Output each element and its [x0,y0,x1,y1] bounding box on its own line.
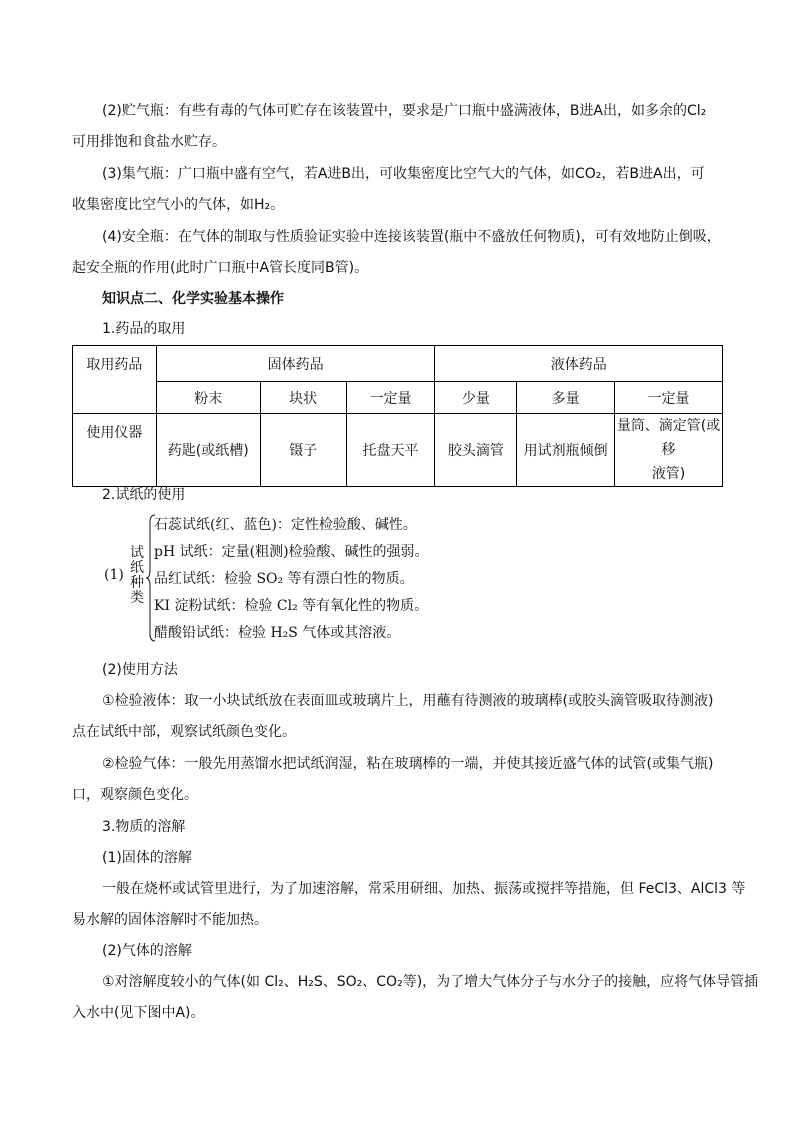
section-title: 知识点二、化学实验基本操作 [102,291,284,307]
gas-test-line2: 口，观察颜色变化。 [72,787,198,803]
test-paper-item: 醋酸铅试纸：检验 H₂S 气体或其溶液。 [154,625,401,641]
table-cell: 镊子 [260,414,346,487]
table-row [73,382,723,414]
gas-dissolve-line2: 入水中(见下图中A)。 [72,1005,205,1021]
storage-bottle-line2: 可用排饱和食盐水贮存。 [72,134,226,150]
gas-dissolve-line1: ①对溶解度较小的气体(如 Cl₂、H₂S、SO₂、CO₂等)，为了增大气体分子与水分子的接触，应将气体导管插 [102,974,759,990]
liquid-test-line2: 点在试纸中部，观察试纸颜色变化。 [72,724,296,740]
storage-bottle-line1: (2)贮气瓶：有些有毒的气体可贮存在该装置中，要求是广口瓶中盛满液体，B进A出，如多余的Cl₂ [102,103,707,119]
table-cell [615,414,723,487]
table-cell-line: 液管) [651,466,686,482]
table-cell: 粉末 [156,382,260,414]
solid-dissolve-line2: 易水解的固体溶解时不能加热。 [72,912,268,928]
table-cell: 使用仪器 [73,414,157,487]
solid-dissolve-title: (1)固体的溶解 [102,850,192,866]
table-row [73,346,723,382]
vertical-char: 试 [130,545,144,561]
item-number: (1) [104,567,124,583]
table-cell-line: 量筒、滴定管(或移 [616,418,721,458]
subsection-title-3: 3.物质的溶解 [102,819,186,835]
test-paper-item: 品红试纸：检验 SO₂ 等有漂白性的物质。 [154,571,414,587]
usage-title: (2)使用方法 [102,662,178,678]
liquid-test-line1: ①检验液体：取一小块试纸放在表面皿或玻璃片上，用蘸有待测液的玻璃棒(或胶头滴管吸取待测液) [102,693,714,709]
gas-dissolve-title: (2)气体的溶解 [102,943,192,959]
table-cell: 固体药品 [156,346,435,382]
safety-bottle-line1: (4)安全瓶：在气体的制取与性质验证实验中连接该装置(瓶中不盛放任何物质)，可有效地防止倒吸， [102,229,721,245]
gas-test-line1: ②检验气体：一般先用蒸馏水把试纸润湿，粘在玻璃棒的一端，并使其接近盛气体的试管(或集气瓶) [102,756,714,772]
vertical-label [130,546,144,606]
table-cell: 取用药品 [73,346,157,414]
safety-bottle-line2: 起安全瓶的作用(此时广口瓶中A管长度同B管)。 [72,260,369,276]
table-cell: 一定量 [346,382,435,414]
table-cell: 多量 [517,382,615,414]
subsection-title-2: 2.试纸的使用 [102,487,186,503]
test-paper-item: KI 淀粉试纸：检验 Cl₂ 等有氧化性的物质。 [154,598,429,614]
gas-collect-line2: 收集密度比空气小的气体，如H₂。 [72,197,285,213]
table-cell: 托盘天平 [346,414,435,487]
table-cell: 块状 [260,382,346,414]
gas-collect-line1: (3)集气瓶：广口瓶中盛有空气，若A进B出，可收集密度比空气大的气体，如CO₂，若B进A出，可 [102,166,705,182]
vertical-char: 种 [130,575,144,591]
test-paper-item: 石蕊试纸(红、蓝色)：定性检验酸、碱性。 [154,517,417,533]
subsection-title-1: 1.药品的取用 [102,321,186,337]
solid-dissolve-line1: 一般在烧杯或试管里进行，为了加速溶解，常采用研细、加热、振荡或搅拌等措施，但 FeCl3、AlCl3 等 [102,881,746,897]
test-paper-item: pH 试纸：定量(粗测)检验酸、碱性的强弱。 [154,544,429,560]
table-cell: 液体药品 [435,346,723,382]
table-cell: 一定量 [615,382,723,414]
vertical-char: 类 [130,590,144,606]
test-paper-types [100,512,660,642]
table-cell: 药匙(或纸槽) [156,414,260,487]
table-row [73,414,723,487]
table-cell: 少量 [435,382,517,414]
table-cell: 用试剂瓶倾倒 [517,414,615,487]
vertical-char: 纸 [130,560,144,576]
reagent-table [72,345,723,487]
table-cell: 胶头滴管 [435,414,517,487]
